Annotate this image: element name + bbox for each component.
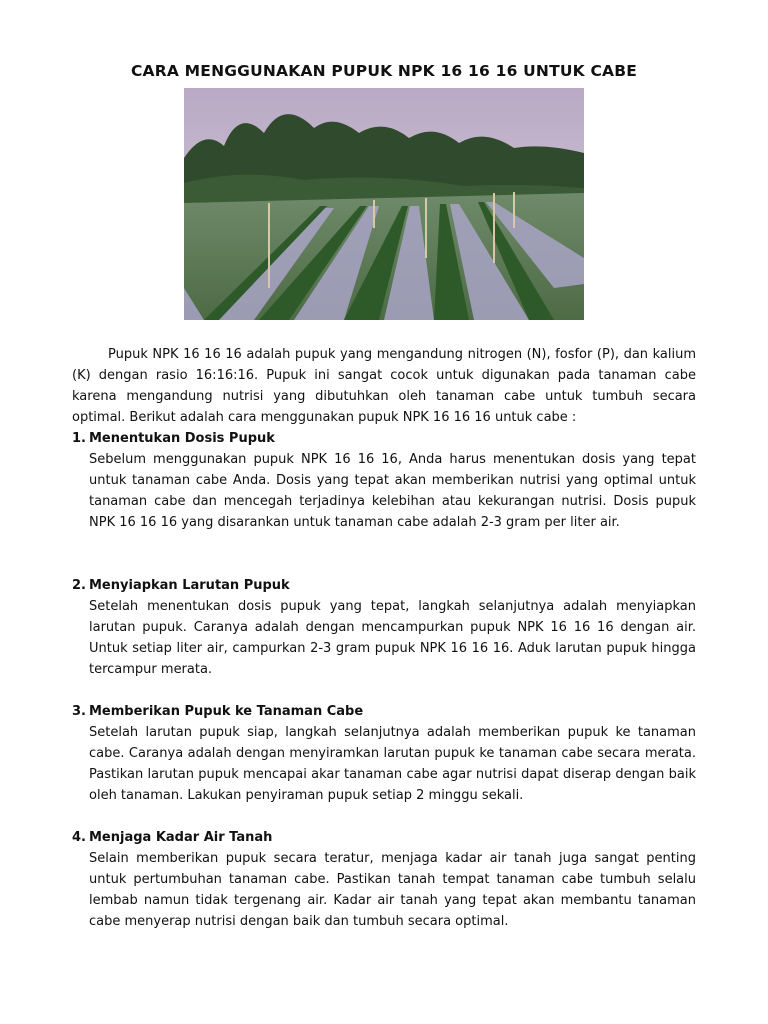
step-heading [72,428,696,449]
step-title: Menyiapkan Larutan Pupuk [89,578,290,593]
step-body: Selain memberikan pupuk secara teratur, menjaga kadar air tanah juga sangat penting untuk pertumbuhan tanaman cabe. Pastikan tanah tempat tanaman cabe tumbuh selalu lembab namun tidak tergenang air. Kadar air tanah yang tepat akan membantu tanaman cabe menyerap nutrisi dengan baik dan tumbuh secara optimal. [89,851,696,929]
step-title: Menjaga Kadar Air Tanah [89,830,273,845]
step-heading [72,701,696,722]
page-title: CARA MENGGUNAKAN PUPUK NPK 16 16 16 UNTUK CABE [130,62,638,80]
intro-paragraph: Pupuk NPK 16 16 16 adalah pupuk yang mengandung nitrogen (N), fosfor (P), dan kalium (K) dengan rasio 16:16:16. Pupuk ini sangat cocok untuk digunakan pada tanaman cabe karena mengandung nutrisi yang dibutuhkan oleh tanaman cabe untuk tumbuh secara optimal. Berikut adalah cara menggunakan pupuk NPK 16 16 16 untuk cabe : [72,347,696,425]
step-body: Setelah larutan pupuk siap, langkah selanjutnya adalah memberikan pupuk ke tanaman cabe. Caranya adalah dengan menyiramkan larutan pupuk ke tanaman cabe secara merata. Pastikan larutan pupuk mencapai akar tanaman cabe agar nutrisi dapat diserap dengan baik oleh tanaman. Lakukan penyiraman pupuk setiap 2 minggu sekali. [89,725,696,803]
step-body: Setelah menentukan dosis pupuk yang tepat, langkah selanjutnya adalah menyiapkan larutan pupuk. Caranya adalah dengan mencampurkan pupuk NPK 16 16 16 dengan air. Untuk setiap liter air, campurkan 2-3 gram pupuk NPK 16 16 16. Aduk larutan pupuk hingga tercampur merata. [89,599,696,677]
step-title: Memberikan Pupuk ke Tanaman Cabe [89,704,364,719]
step-item [72,575,696,680]
step-item [72,428,696,533]
step-heading [72,575,696,596]
step-body: Sebelum menggunakan pupuk NPK 16 16 16, Anda harus menentukan dosis yang tepat untuk tanaman cabe Anda. Dosis yang tepat akan memberikan nutrisi yang optimal untuk tanaman cabe dan mencegah terjadinya kelebihan atau kekurangan nutrisi. Dosis pupuk NPK 16 16 16 yang disarankan untuk tanaman cabe adalah 2-3 gram per liter air. [89,452,696,530]
step-number: 1. [72,431,86,446]
step-item [72,827,696,932]
step-item [72,701,696,806]
chili-field-photo [184,88,584,320]
step-title: Menentukan Dosis Pupuk [89,431,275,446]
step-heading [72,827,696,848]
step-number: 2. [72,578,86,593]
step-number: 3. [72,704,86,719]
step-number: 4. [72,830,86,845]
